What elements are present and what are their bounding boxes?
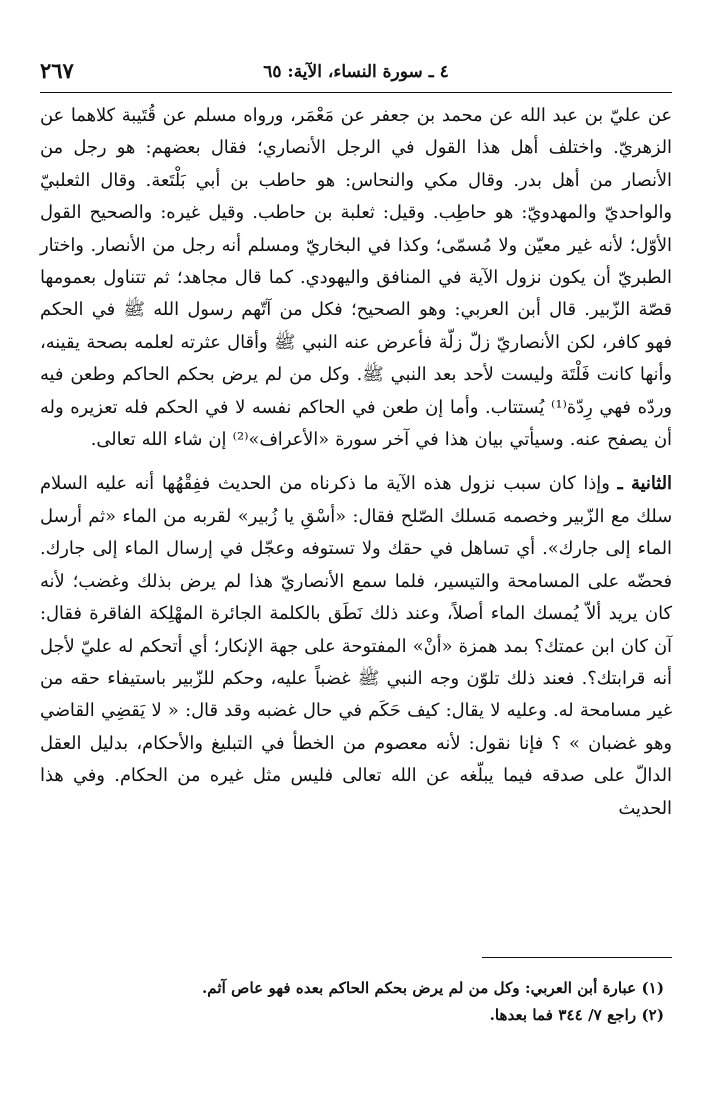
footnotes [40,975,664,1029]
section-lead: الثانية ـ [617,473,672,495]
running-title: ٤ ـ سورة النساء، الآية: ٦٥ [263,62,449,82]
paragraph-2 [40,468,672,824]
footnote-1: (١) عبارة أبن العربي: وكل من لم يرض بحكم الحاكم بعده فهو عاص آثم. [202,979,664,997]
running-header [40,58,672,93]
paragraph-2-text: وإذا كان سبب نزول هذه الآية ما ذكرناه من الحديث ففِقْهُها أنه عليه السلام سلك مع الزّبير وخصمه مَسلك الصّلح فقال: «أسْقِ يا زُبير» لقربه من الماء «ثم أرسل الماء إلى جارك». أي تساهل في حقك ولا تستوفه وعجّل في إرسال الماء إلى جارك. فحضّه على المسامحة والتيسير، فلما سمع الأنصاريّ هذا لم يرض بذلك وغضب؛ لأنه كان يريد ألاّ يُمسك الماء أصلاً، وعند ذلك نَطَق بالكلمة الجائرة المهْلِكة الفاقرة فقال: آن كان ابن عمتك؟ بمد همزة «أنْ» المفتوحة على جهة الإنكار؛ أي أتحكم له عليّ لأجل أنه قرابتك؟. فعند ذلك تلوّن وجه النبي ﷺ غضباً عليه، وحكم للزّبير باستيفاء حقه من غير مسامحة له. وعليه لا يقال: كيف حَكَم في حال غضبه وقد قال: « لا يَقضِي القاضي وهو غضبان » ؟ فإنا نقول: لأنه معصوم من الخطأ في التبليغ والأحكام، بدليل العقل الدالّ على صدقه فيما يبلّغه عن الله تعالى فليس مثل غيره من الحكام. وفي هذا الحديث [40,473,672,819]
footnote-2: (٢) راجع ٧/ ٣٤٤ فما بعدها. [489,1006,664,1024]
paragraph-1: عن عليّ بن عبد الله عن محمد بن جعفر عن مَعْمَر، ورواه مسلم عن قُتَيبة كلاهما عن الزهريّ. واختلف أهل هذا القول في الرجل الأنصاري؛ فقال بعضهم: هو رجل من الأنصار من أهل بدر. وقال مكي والنحاس: هو حاطب بن أبي بَلْتَعة. وقال الثعلبيّ والواحديّ والمهدويّ: هو حاطِب. وقيل: ثعلبة بن حاطب. وقيل غيره: والصحيح القول الأوّل؛ لأنه غير معيّن ولا مُسمّى؛ وكذا في البخاريّ ومسلم أنه رجل من الأنصار. واختار الطبريّ أن يكون نزول الآية في المنافق واليهودي. كما قال مجاهد؛ ثم تتناول بعمومها قصّة الزّبير. قال أبن العربي: وهو الصحيح؛ فكل من آتّهم رسول الله ﷺ في الحكم فهو كافر، لكن الأنصاريّ زلّ زلّة فأعرض عنه النبي ﷺ وأقال عثرته لعلمه بصحة يقينه، وأنها كانت فَلْتَة وليست لأحد بعد النبي ﷺ. وكل من لم يرض بحكم الحاكم وطعن فيه وردّه فهي رِدّة⁽¹⁾ يُستتاب. وأما إن طعن في الحاكم نفسه لا في الحكم فله تعزيره وله أن يصفح عنه. وسيأتي بيان هذا في آخر سورة «الأعراف»⁽²⁾ إن شاء الله تعالى. [40,105,672,451]
footnote-separator [482,957,672,958]
main-text [40,100,672,825]
page-number: ٢٦٧ [40,58,74,83]
